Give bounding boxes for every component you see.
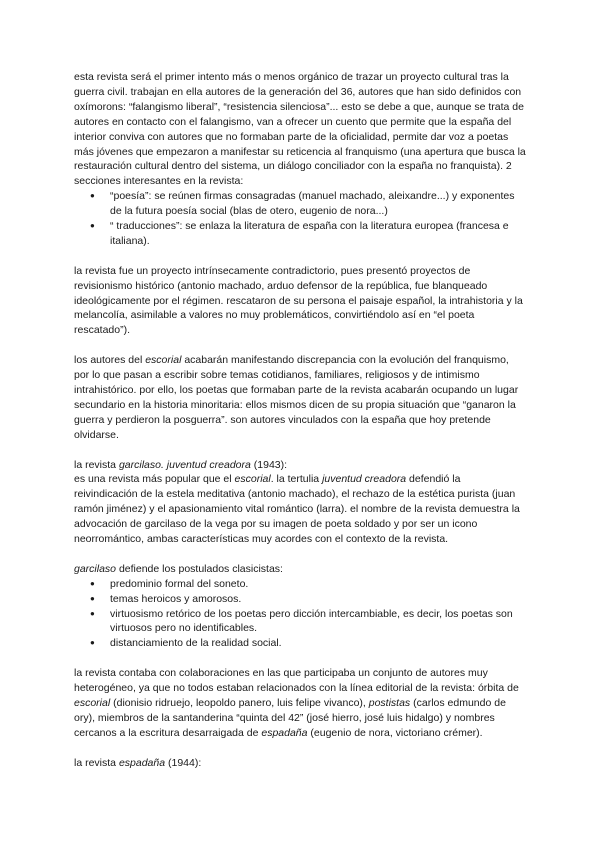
text-span: (dionisio ridruejo, leopoldo panero, luis felipe vivanco), xyxy=(110,696,369,709)
italic-title: escorial xyxy=(145,354,182,367)
document-page xyxy=(74,70,526,785)
list-item: ● temas heroicos y amorosos. xyxy=(74,592,526,607)
italic-title: escorial xyxy=(74,696,111,709)
italic-title: espadaña xyxy=(118,756,166,769)
italic-title: postistas xyxy=(368,696,411,709)
italic-title: espadaña xyxy=(261,726,308,739)
text-span: (eugenio de nora, victoriano crémer). xyxy=(307,726,483,739)
sections-list xyxy=(74,189,526,249)
italic-title: escorial xyxy=(234,473,271,486)
paragraph-garcilaso xyxy=(74,458,526,547)
list-item: ● predominio formal del soneto. xyxy=(74,577,526,592)
paragraph-contradictory-project: la revista fue un proyecto intrínsecamente contradictorio, pues presentó proyectos de revisionismo histórico (antonio machado, arduo defensor de la república, fue blanqueado ideológicamente por el régimen. rescataron de su persona el paisaje español, la intrahistoria y la melancolía, asimilable a valores no muy problemáticos, convirtiéndolo así en “el poeta rescatado”). xyxy=(74,264,523,337)
text-span: defendió la reivindicación de la estela meditativa (antonio machado), el rechazo de la estética purista (juan ramón jiménez) y el apasionamiento vital romántico (larra). el nombre de la revista demuestra la advocación de garcilaso de la vega por su imagen de poeta soldado y por ser un icono neorromántico, ambas características muy acordes con el contexto de la revista. xyxy=(74,473,520,546)
list-item: ● distanciamiento de la realidad social. xyxy=(74,636,526,651)
text-span: los autores del xyxy=(74,354,146,367)
section-heading-garcilaso xyxy=(74,459,287,471)
paragraph-escorial-intro: esta revista será el primer intento más o menos orgánico de trazar un proyecto cultural tras la guerra civil. trabajan en ella autores de la generación del 36, autores que han sido definidos con oxímorons: “falangismo liberal”, “resistencia silenciosa”... esto se debe a que, aunque se trata de autores en contacto con el falangismo, van a ofrecer un cuento que permite que la españa del interior conviva con autores que no formaban parte de la oficialidad, permite dar voz a poetas más jóvenes que empezaron a manifestar su reticencia al franquismo (una apertura que busca la restauración cultural dentro del sistema, un diálogo conciliador con la españa no franquista). 2 secciones interesantes en la revista: xyxy=(74,71,526,188)
text-span: . la tertulia xyxy=(270,473,323,486)
text-span: la revista xyxy=(74,458,119,471)
list-item: ● “poesía”: se reúnen firmas consagradas (manuel machado, aleixandre...) y exponentes de la futura poesía social (blas de otero, eugenio de nora...) xyxy=(74,189,526,219)
list-item: ● virtuosismo retórico de los poetas pero dicción intercambiable, es decir, los poetas son virtuosos pero no identificables. xyxy=(74,607,526,637)
paragraph-escorial-authors xyxy=(74,353,526,442)
text-span: (carlos edmundo de ory), miembros de la santanderina “quinta del 42” (josé hierro, josé luis hidalgo) y nombres cercanos a la escritura desarraigada de xyxy=(74,696,506,739)
text-span: (1943): xyxy=(250,458,288,471)
text-span: la revista xyxy=(74,756,119,769)
postulates-list xyxy=(74,577,526,652)
text-span: acabarán manifestando discrepancia con la evolución del franquismo, por lo que pasan a escribir sobre temas cotidianos, familiares, religiosos y de intimismo intrahistórico. por ello, los poetas que formaban parte de la revista acabarán ocupando un lugar secundario en la historia minoritaria: ellos mismos dicen de su propia situación que “ganaron la guerra y perdieron la posguerra”. son autores vinculados con la españa que hoy pretende olvidarse. xyxy=(74,354,519,441)
paragraph-collaborations xyxy=(74,666,526,741)
text-span: (1944): xyxy=(165,756,202,769)
section-heading-espadana xyxy=(74,756,526,771)
list-item: ● “ traducciones”: se enlaza la literatura de españa con la literatura europea (francesa e italiana). xyxy=(74,219,526,249)
text-span: es una revista más popular que el xyxy=(74,473,235,486)
paragraph-garcilaso-postulates xyxy=(74,562,526,577)
italic-title: juventud creadora xyxy=(322,473,407,486)
italic-title: garcilaso. juventud creadora xyxy=(118,458,251,471)
text-span: defiende los postulados clasicistas: xyxy=(116,562,283,575)
italic-title: garcilaso xyxy=(74,562,117,575)
text-span: la revista contaba con colaboraciones en las que participaba un conjunto de autores muy heterogéneo, ya que no todos estaban relacionados con la línea editorial de la revista: órbita de xyxy=(74,667,519,695)
